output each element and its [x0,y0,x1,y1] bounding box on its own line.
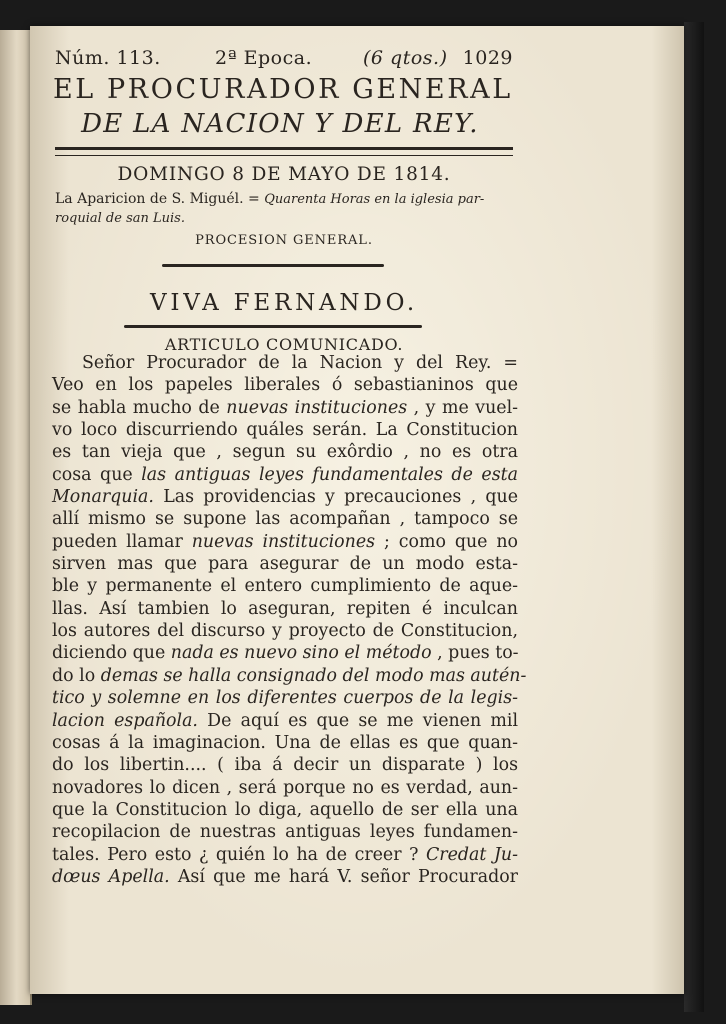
body-line [52,441,518,463]
price-label: (6 qtos.) [363,47,448,69]
body-line [52,710,518,732]
viva-heading: VIVA FERNANDO. [149,290,419,316]
page-right-shadow [684,22,704,1012]
body-italic-text: lacion española. [52,710,198,731]
body-text: Así que me hará V. señor Procurador [169,866,518,887]
article-heading: ARTICULO COMUNICADO. [164,335,404,354]
body-text: cosa que [52,464,142,485]
body-line [52,575,518,597]
body-line [52,419,518,441]
body-text: do los libertin.... ( iba á decir un disparate ) los [52,755,518,776]
body-text: , pues to- [431,643,519,664]
body-line [52,553,518,575]
body-text: sirven mas que para asegurar de un modo esta- [52,554,518,575]
body-line [52,352,518,374]
body-line [52,777,518,799]
body-line [52,866,518,888]
body-line [52,620,518,642]
body-text: allí mismo se supone las acompañan , tampoco se [52,509,518,530]
body-italic-text: nuevas instituciones [191,531,376,552]
procession-notice: PROCESION GENERAL. [195,233,373,248]
article-body [52,352,527,888]
body-text: es tan vieja que , segun su exôrdio , no es otra [52,442,518,463]
masthead-line [55,47,513,75]
date-line: DOMINGO 8 DE MAYO DE 1814. [117,164,451,185]
body-text: llas. Así tambien lo aseguran, repiten é inculcan [52,598,518,619]
body-text: diciendo que [52,643,171,664]
body-italic-text: Monarquia. [52,487,154,508]
body-text: los autores del discurso y proyecto de Constitucion, [52,621,518,642]
section-rule [162,264,384,267]
body-text: De aquí es que se me vienen mil [197,710,519,731]
body-line [52,508,518,530]
section-rule [124,325,422,328]
body-text: se habla mucho de [52,397,227,418]
body-line [52,642,518,664]
body-line [52,374,518,396]
body-text: ; como que no [375,531,519,552]
body-italic-text: Credat Ju- [425,844,518,865]
masthead-rule [55,147,513,156]
body-line [52,531,518,553]
body-text: tales. Pero esto ¿ quién lo ha de creer ? [52,844,426,865]
body-line [52,464,518,486]
body-line [52,665,527,687]
body-italic-text: las antiguas leyes fundamentales de esta [141,464,518,485]
body-text: cosas á la imaginacion. Una de ellas es que quan- [52,732,518,753]
body-text: recopilacion de nuestras antiguas leyes fundamen- [52,822,518,843]
body-line [52,486,518,508]
body-line [52,598,518,620]
body-line [52,821,518,843]
body-line [52,397,518,419]
body-text: ble y permanente el entero cumplimiento de aque- [52,576,518,597]
body-text: do lo [52,665,101,686]
body-line [52,754,518,776]
body-text: novadores lo dicen , será porque no es verdad, aun- [52,777,518,798]
newspaper-title: EL PROCURADOR GENERAL [53,74,513,105]
series-label: 2ª Epoca. [215,47,313,69]
body-line [52,732,518,754]
body-text: , y me vuel- [407,397,519,418]
body-text: que la Constitucion lo diga, aquello de ser ella una [52,799,518,820]
body-text: Las providencias y precauciones , que [153,487,518,508]
body-text: Veo en los papeles liberales ó sebastianinos que [52,375,518,396]
feast-notice-line-1 [55,190,513,209]
body-text: vo loco discurriendo quáles serán. La Constitucion [52,420,518,441]
issue-number: Núm. 113. [55,47,161,69]
body-italic-text: tico y solemne en los diferentes cuerpos de la legis- [52,688,518,709]
body-italic-text: dœus Apella. [52,866,170,887]
body-line [52,687,518,709]
left-page-edge [0,30,32,1005]
body-italic-text: nada es nuevo sino el método [170,643,432,664]
feast-notice-italic-2: roquial de san Luis. [55,211,185,226]
newspaper-subtitle: DE LA NACION Y DEL REY. [81,109,479,139]
feast-notice-plain: La Aparicion de S. Miguél. = [55,191,265,207]
page-number: 1029 [462,47,513,69]
body-text: pueden llamar [52,531,192,552]
body-italic-text: demas se halla consignado del modo mas autén- [100,665,527,686]
body-italic-text: nuevas instituciones [226,397,408,418]
body-line [52,844,518,866]
body-line [52,799,518,821]
feast-notice-italic-1: Quarenta Horas en la iglesia par- [264,192,485,207]
feast-notice [55,190,513,228]
body-text: Señor Procurador de la Nacion y del Rey. = [82,353,518,373]
